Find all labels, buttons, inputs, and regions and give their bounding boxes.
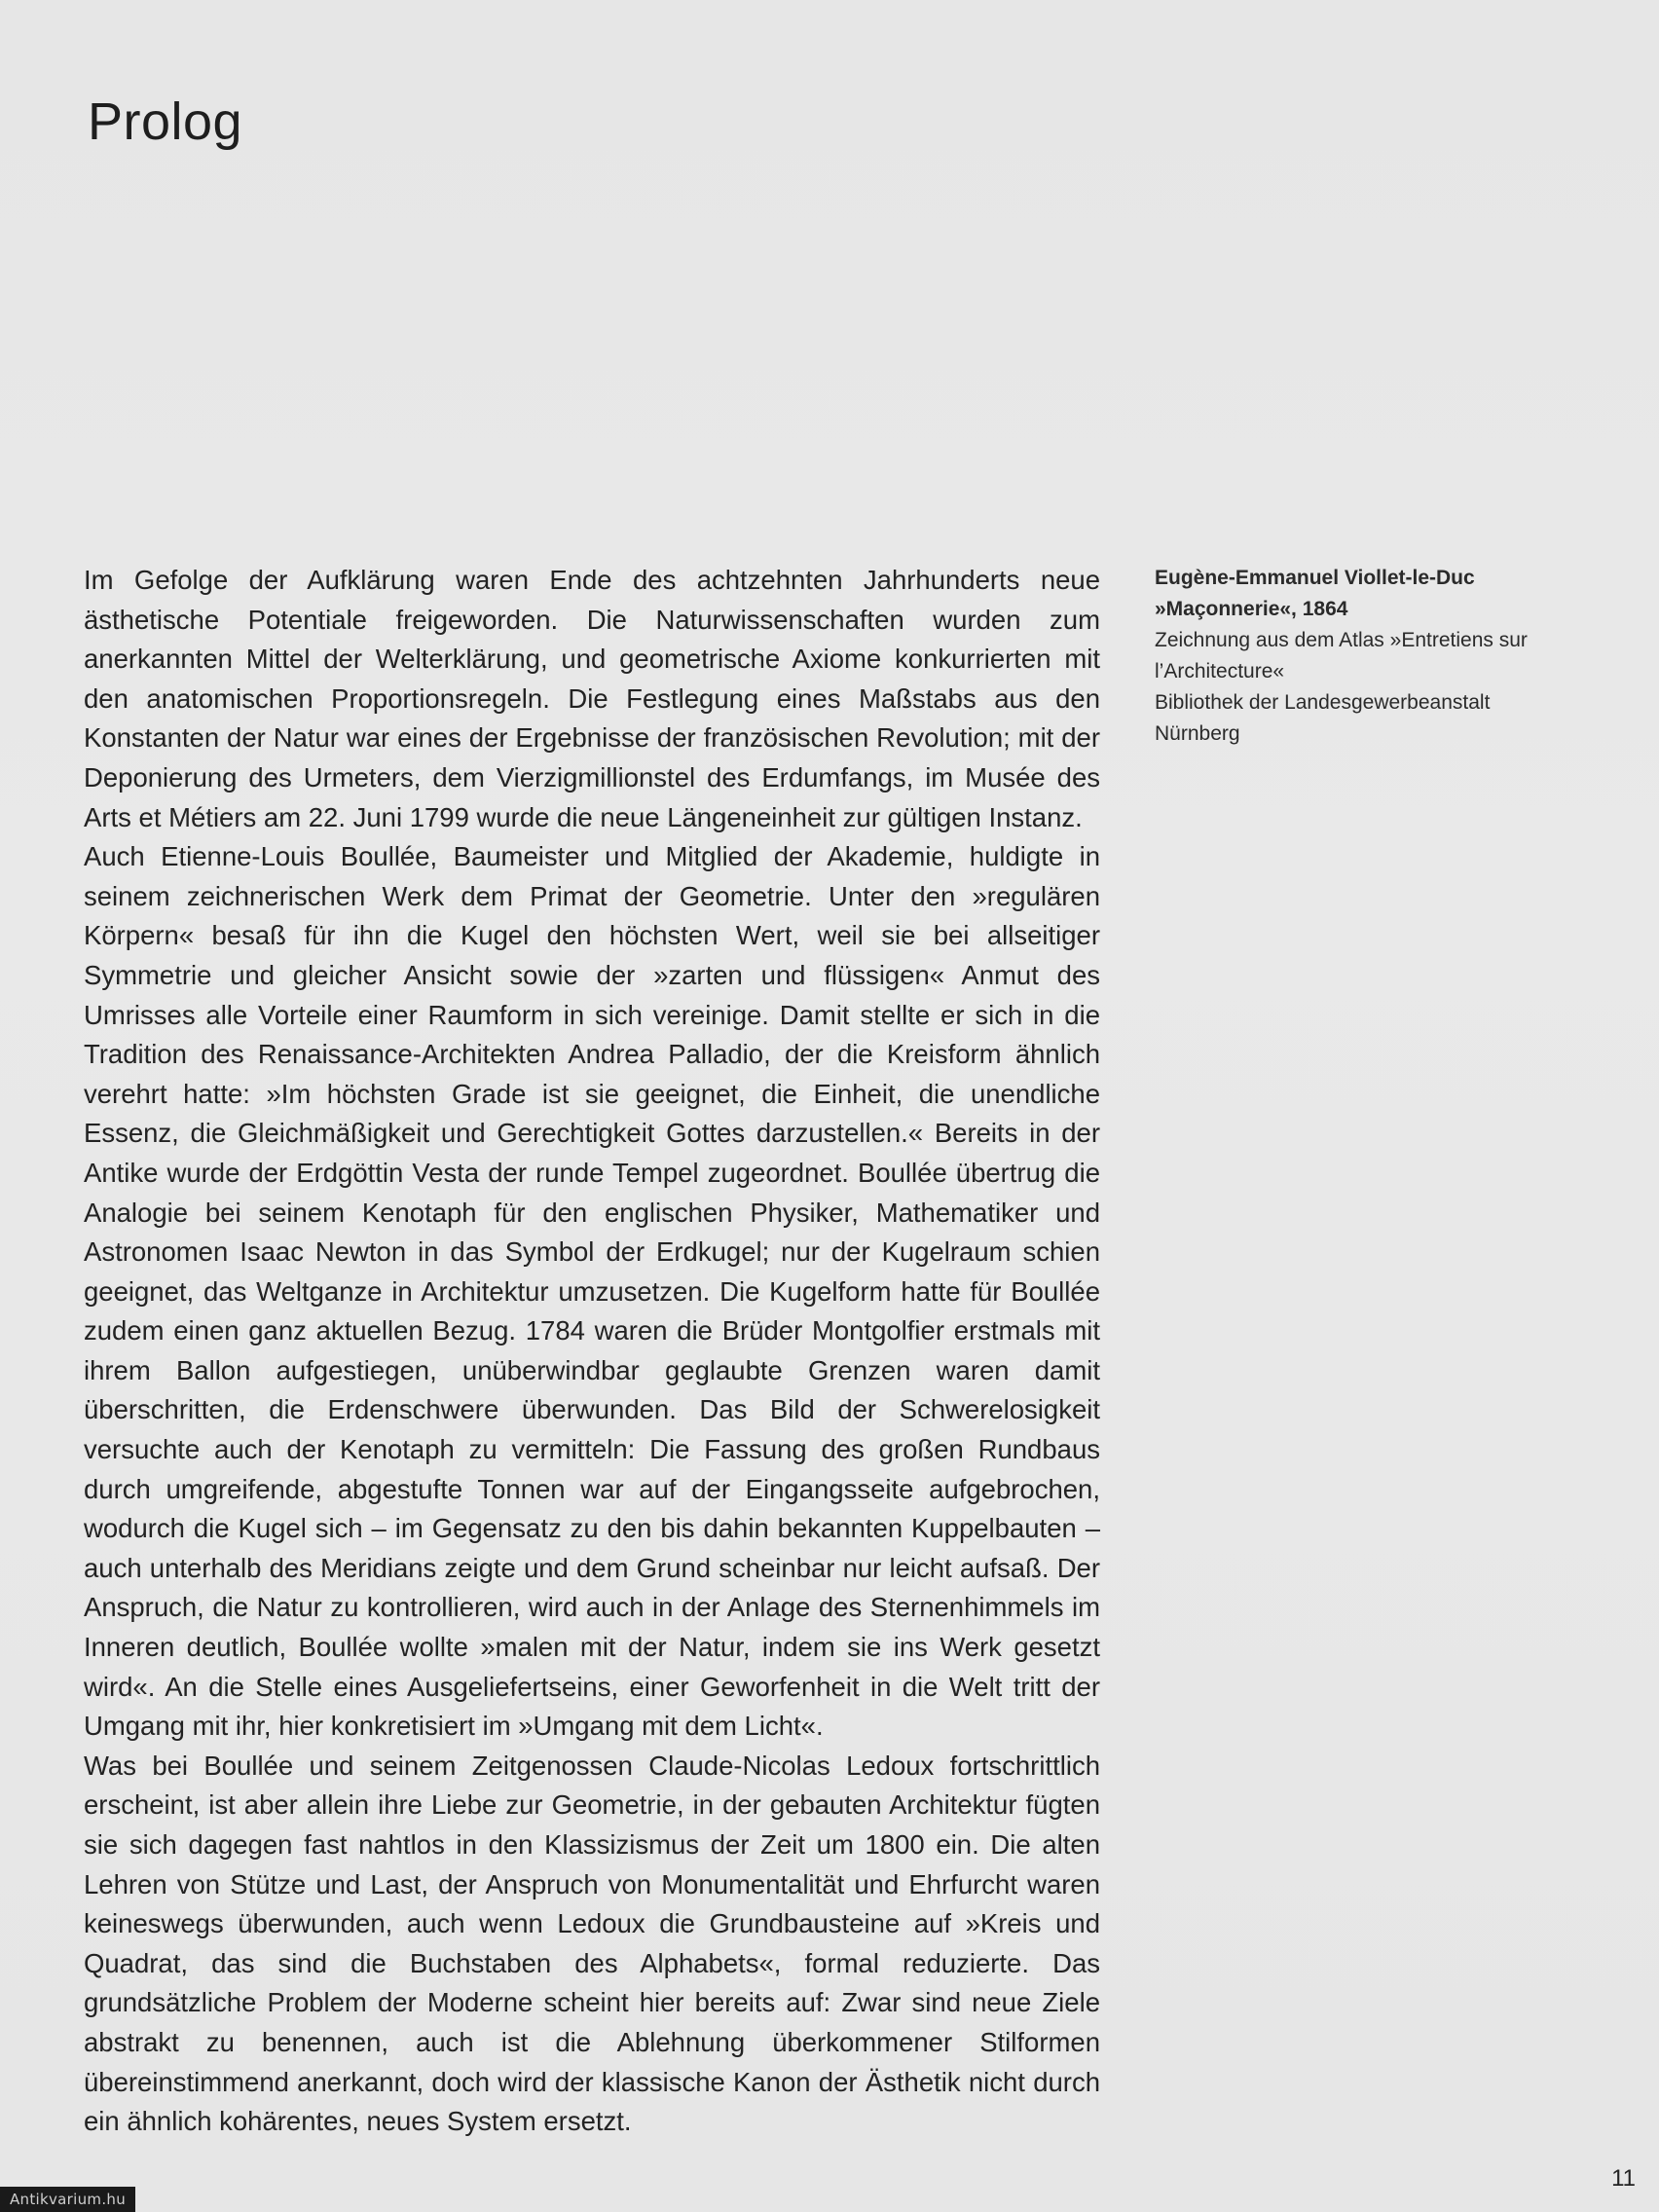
caption-line: Zeichnung aus dem Atlas »Entretiens sur [1155,629,1528,651]
caption-artist: Eugène-Emmanuel Viollet-le-Duc [1155,567,1475,589]
watermark: Antikvarium.hu [0,2187,135,2212]
page-title: Prolog [88,92,243,151]
caption-work: »Maçonnerie«, 1864 [1155,598,1348,620]
caption-line: Bibliothek der Landesgewerbeanstalt [1155,691,1491,714]
image-caption [1155,563,1583,750]
body-text [84,561,1100,2142]
caption-line: l’Architecture« [1155,660,1285,682]
paragraph: Auch Etienne-Louis Boullée, Baumeister und Mitglied der Akademie, huldigte in seinem zeichnerischen Werk dem Primat der Geometrie. Unter den »regulären Körpern« besaß für ihn die Kugel den höchsten Wert, weil sie bei allseitiger Symmetrie und gleicher Ansicht sowie der »zarten und flüssigen« Anmut des Umrisses alle Vorteile einer Raumform in sich vereinige. Damit stellte er sich in die Tradition des Renaissance-Architekten Andrea Palladio, der die Kreisform ähnlich verehrt hatte: »Im höchsten Grade ist sie geeignet, die Einheit, die unendliche Essenz, die Gleichmäßigkeit und Gerechtigkeit Gottes darzustellen.« Bereits in der Antike wurde der Erdgöttin Vesta der runde Tempel zugeordnet. Boullée übertrug die Analogie bei seinem Kenotaph für den englischen Physiker, Mathematiker und Astronomen Isaac Newton in das Symbol der Erdkugel; nur der Kugelraum schien geeignet, das Weltganze in Architektur umzusetzen. Die Kugelform hatte für Boullée zudem einen ganz aktuellen Bezug. 1784 waren die Brüder Montgolfier erstmals mit ihrem Ballon aufgestiegen, unüberwindbar geglaubte Grenzen waren damit überschritten, die Erdenschwere überwunden. Das Bild der Schwerelosigkeit versuchte auch der Kenotaph zu vermitteln: Die Fassung des großen Rundbaus durch umgreifende, abgestufte Tonnen war auf der Eingangsseite aufgebrochen, wodurch die Kugel sich – im Gegensatz zu den bis dahin bekannten Kuppelbauten – auch unterhalb des Meridians zeigte und dem Grund scheinbar nur leicht aufsaß. Der Anspruch, die Natur zu kontrollieren, wird auch in der Anlage des Sternenhimmels im Inneren deutlich, Boullée wollte »malen mit der Natur, indem sie ins Werk gesetzt wird«. An die Stelle eines Ausgeliefertseins, einer Geworfenheit in die Welt tritt der Umgang mit ihr, hier konkretisiert im »Umgang mit dem Licht«. [84,841,1100,1742]
page-number: 11 [1611,2165,1636,2192]
paragraph: Im Gefolge der Aufklärung waren Ende des achtzehnten Jahrhunderts neue ästhetische Potentiale freigeworden. Die Naturwissenschaften wurden zum anerkannten Mittel der Welterklärung, und geometrische Axiome konkurrierten mit den anatomischen Proportionsregeln. Die Festlegung eines Maßstabs aus den Konstanten der Natur war eines der Ergebnisse der französischen Revolution; mit der Deponierung des Urmeters, dem Vierzigmillionstel des Erdumfangs, im Musée des Arts et Métiers am 22. Juni 1799 wurde die neue Längeneinheit zur gültigen Instanz. [84,565,1100,832]
caption-line: Nürnberg [1155,722,1240,745]
paragraph: Was bei Boullée und seinem Zeitgenossen Claude-Nicolas Ledoux fortschrittlich erscheint, ist aber allein ihre Liebe zur Geometrie, in der gebauten Architektur fügten sie sich dagegen fast nahtlos in den Klassizismus der Zeit um 1800 ein. Die alten Lehren von Stütze und Last, der Anspruch von Monumentalität und Ehrfurcht waren keineswegs überwunden, auch wenn Ledoux die Grundbausteine auf »Kreis und Quadrat, das sind die Buchstaben des Alphabets«, formal reduzierte. Das grundsätzliche Problem der Moderne scheint hier bereits auf: Zwar sind neue Ziele abstrakt zu benennen, auch ist die Ablehnung überkommener Stilformen übereinstimmend anerkannt, doch wird der klassische Kanon der Ästhetik nicht durch ein ähnlich kohärentes, neues System ersetzt. [84,1750,1100,2137]
